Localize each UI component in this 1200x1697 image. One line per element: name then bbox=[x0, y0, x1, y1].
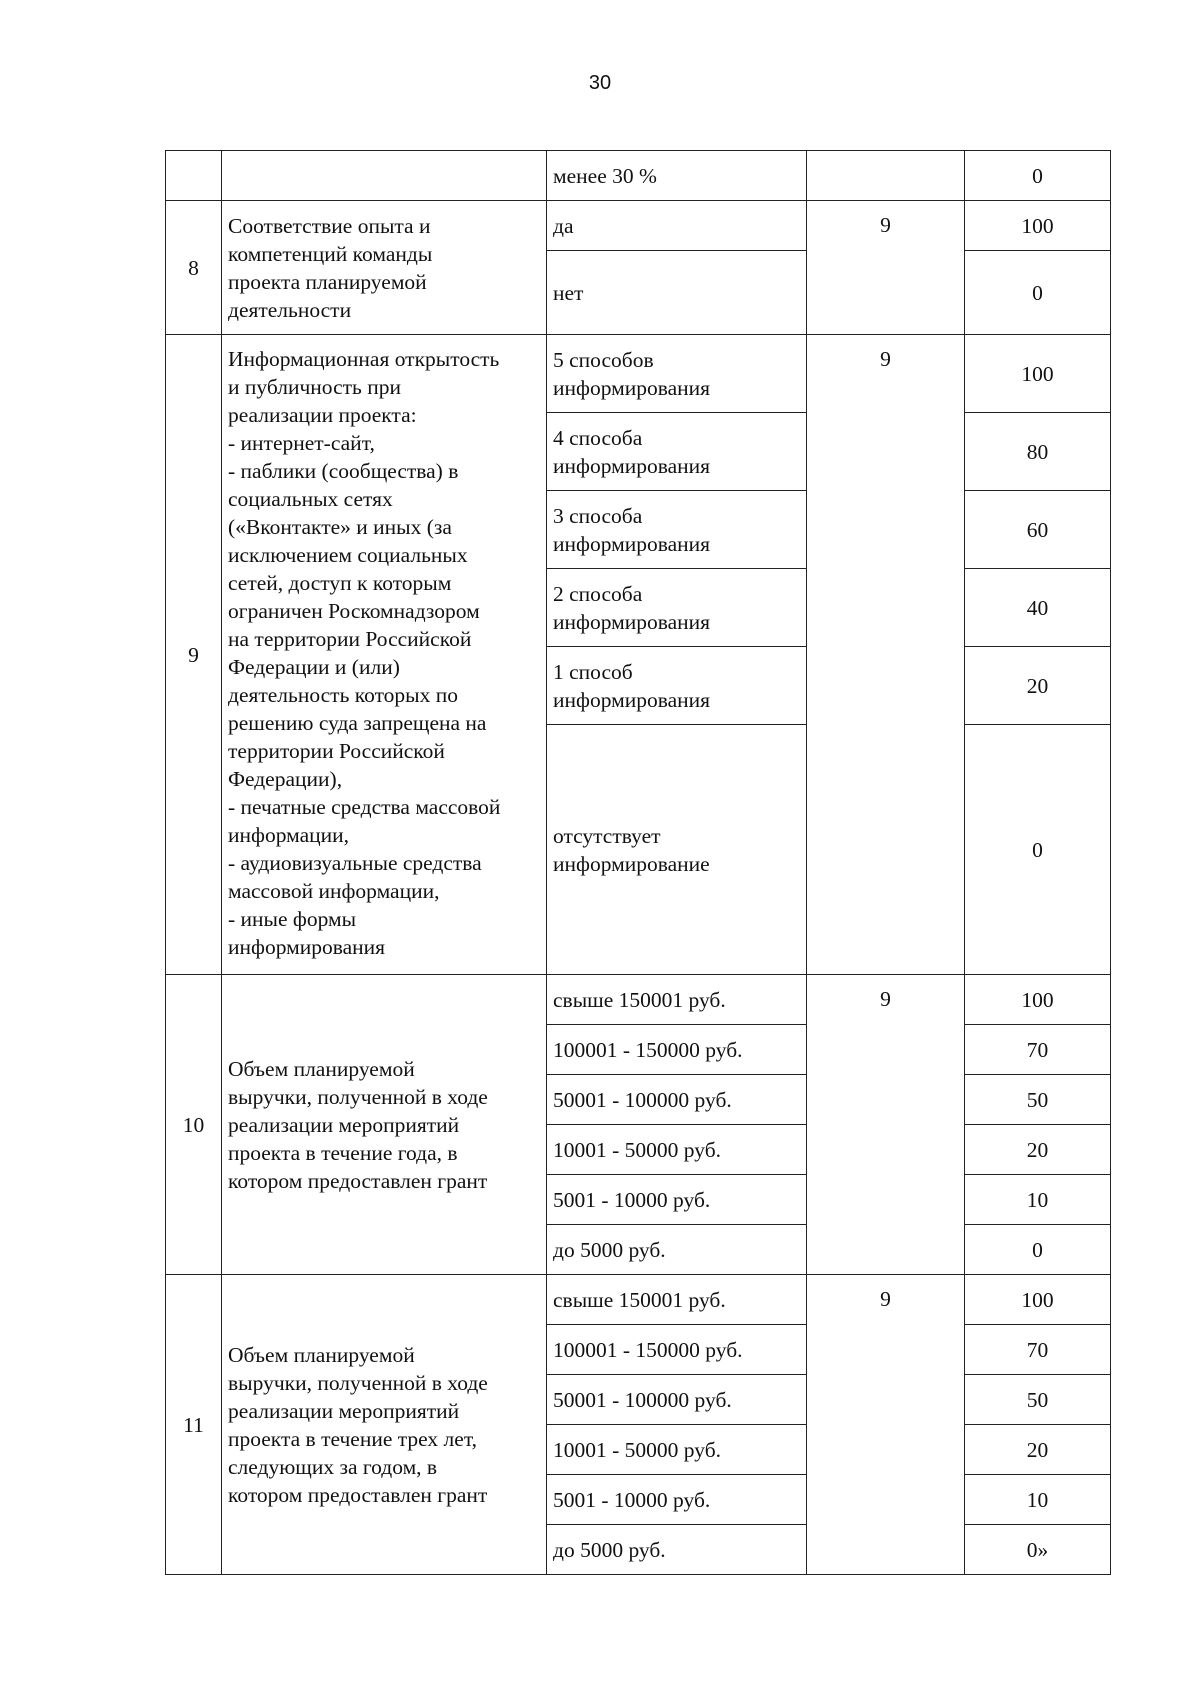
criterion-number-cell bbox=[166, 151, 222, 201]
criterion-name: Объем планируемой выручки, полученной в ходе реализации мероприятий проекта в течение трех лет, следующих за годом, в котором предоставлен грант bbox=[222, 1275, 547, 1575]
option-score: 10 bbox=[965, 1175, 1111, 1225]
option-score: 40 bbox=[965, 569, 1111, 647]
option-value: 2 способа информирования bbox=[547, 569, 807, 647]
weight-cell bbox=[807, 151, 965, 201]
table-row bbox=[166, 335, 1111, 413]
option-score: 10 bbox=[965, 1475, 1111, 1525]
table-row bbox=[166, 201, 1111, 251]
option-value: 4 способа информирования bbox=[547, 413, 807, 491]
option-score: 0 bbox=[965, 1225, 1111, 1275]
option-value: 100001 - 150000 руб. bbox=[547, 1025, 807, 1075]
criterion-number: 8 bbox=[166, 201, 222, 335]
option-value: да bbox=[547, 201, 807, 251]
option-value: менее 30 % bbox=[547, 151, 807, 201]
option-score: 20 bbox=[965, 1125, 1111, 1175]
option-score: 60 bbox=[965, 491, 1111, 569]
option-score: 0» bbox=[965, 1525, 1111, 1575]
option-value: свыше 150001 руб. bbox=[547, 975, 807, 1025]
criterion-name: Объем планируемой выручки, полученной в ходе реализации мероприятий проекта в течение года, в котором предоставлен грант bbox=[222, 975, 547, 1275]
criterion-number: 10 bbox=[166, 975, 222, 1275]
option-score: 0 bbox=[965, 251, 1111, 335]
criterion-name: Соответствие опыта и компетенций команды проекта планируемой деятельности bbox=[222, 201, 547, 335]
option-score: 20 bbox=[965, 1425, 1111, 1475]
option-score: 0 bbox=[965, 151, 1111, 201]
option-value: 1 способ информирования bbox=[547, 647, 807, 725]
option-value: 50001 - 100000 руб. bbox=[547, 1375, 807, 1425]
page-number: 30 bbox=[588, 72, 612, 94]
criterion-name-cell bbox=[222, 151, 547, 201]
option-value: нет bbox=[547, 251, 807, 335]
criterion-name: Информационная открытость и публичность при реализации проекта: - интернет-сайт, - паблики (сообщества) в социальных сетях («Вконтакте» и иных (за исключением социальных сетей, доступ к которым ограничен Роскомнадзором на территории Российской Федерации и (или) деятельность которых по решению суда запрещена на территории Российской Федерации), - печатные средства массовой информации, - аудиовизуальные средства массовой информации, - иные формы информирования bbox=[222, 335, 547, 975]
criterion-weight: 9 bbox=[807, 335, 965, 975]
option-score: 100 bbox=[965, 335, 1111, 413]
option-value: 3 способа информирования bbox=[547, 491, 807, 569]
option-score: 50 bbox=[965, 1075, 1111, 1125]
table-row bbox=[166, 151, 1111, 201]
option-score: 20 bbox=[965, 647, 1111, 725]
table-row bbox=[166, 975, 1111, 1025]
option-score: 100 bbox=[965, 975, 1111, 1025]
option-value: 10001 - 50000 руб. bbox=[547, 1425, 807, 1475]
option-value: 5001 - 10000 руб. bbox=[547, 1175, 807, 1225]
option-score: 50 bbox=[965, 1375, 1111, 1425]
criterion-number: 11 bbox=[166, 1275, 222, 1575]
option-value: до 5000 руб. bbox=[547, 1225, 807, 1275]
option-score: 100 bbox=[965, 201, 1111, 251]
option-value: отсутствует информирование bbox=[547, 725, 807, 975]
option-value: до 5000 руб. bbox=[547, 1525, 807, 1575]
option-value: 100001 - 150000 руб. bbox=[547, 1325, 807, 1375]
option-value: 5 способов информирования bbox=[547, 335, 807, 413]
table-row bbox=[166, 1275, 1111, 1325]
option-score: 0 bbox=[965, 725, 1111, 975]
criterion-weight: 9 bbox=[807, 1275, 965, 1575]
option-value: свыше 150001 руб. bbox=[547, 1275, 807, 1325]
option-score: 70 bbox=[965, 1325, 1111, 1375]
option-score: 70 bbox=[965, 1025, 1111, 1075]
option-value: 5001 - 10000 руб. bbox=[547, 1475, 807, 1525]
criterion-weight: 9 bbox=[807, 975, 965, 1275]
option-score: 100 bbox=[965, 1275, 1111, 1325]
option-score: 80 bbox=[965, 413, 1111, 491]
option-value: 50001 - 100000 руб. bbox=[547, 1075, 807, 1125]
option-value: 10001 - 50000 руб. bbox=[547, 1125, 807, 1175]
criterion-weight: 9 bbox=[807, 201, 965, 335]
criteria-table bbox=[165, 150, 1111, 1575]
criterion-number: 9 bbox=[166, 335, 222, 975]
